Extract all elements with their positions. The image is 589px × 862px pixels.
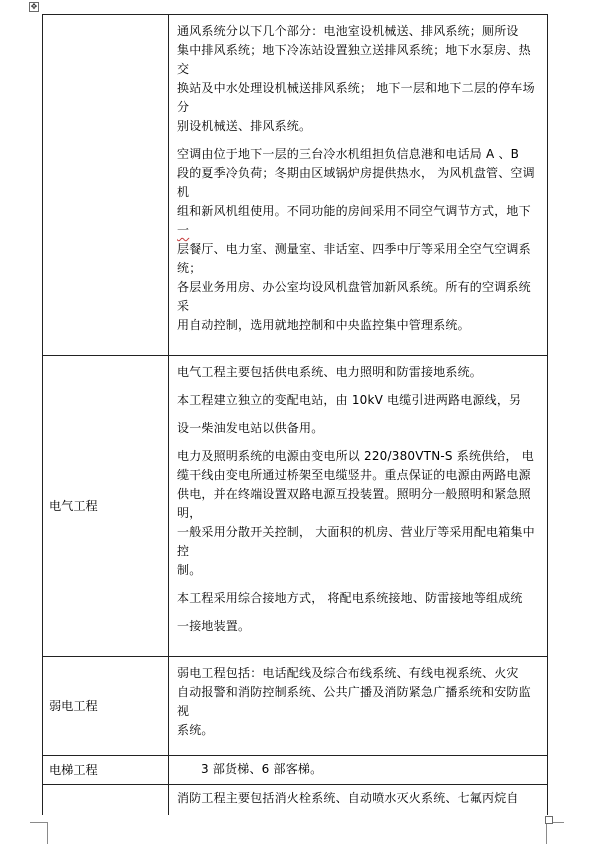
text-line: 视	[177, 704, 190, 718]
row-label-elevator: 电梯工程	[43, 756, 169, 785]
table-cell-content	[169, 15, 548, 356]
text-line: 统；	[177, 261, 202, 275]
text-line: 用自动控制，选用就地控制和中央监控集中管理系统。	[177, 318, 470, 332]
project-table	[42, 14, 548, 815]
table-move-handle-icon[interactable]: ✥	[30, 2, 38, 11]
crop-mark	[546, 822, 547, 844]
crop-mark	[30, 822, 48, 823]
text-line: 别设机械送、排风系统。	[177, 119, 312, 133]
text-line: 电气工程主要包括供电系统、电力照明和防雷接地系统。	[177, 365, 483, 379]
table-cell-content	[169, 756, 548, 785]
text-line: 弱电工程包括：电话配线及综合布线系统、有线电视系统、火灾	[177, 666, 519, 680]
text-line: 制。	[177, 563, 202, 577]
text-line: 供电，并在终端设置双路电源互投装置。照明分一般照明和紧急照	[177, 487, 531, 501]
text-line: 换站及中水处理设机械送排风系统； 地下一层和地下二层的停车场	[177, 81, 535, 95]
crop-mark	[47, 822, 48, 844]
table-cell-content	[169, 356, 548, 657]
table-row	[43, 756, 548, 785]
row-label-empty	[43, 15, 169, 356]
table-resize-handle-icon[interactable]	[545, 816, 553, 824]
text-line: 控	[177, 544, 190, 558]
row-label-empty	[43, 785, 169, 816]
text-line: 空调由位于地下一层的三台冷水机组担负信息港和电话局 A 、B	[177, 147, 520, 161]
text-line: 各层业务用房、办公室均设风机盘管加新风系统。所有的空调系统	[177, 280, 531, 294]
table-row	[43, 356, 548, 657]
text-line: 电力及照明系统的电源由变电所以 220/380VTN-S 系统供给， 电	[177, 449, 534, 463]
text-line: 组和新风机组使用。不同功能的房间采用不同空气调节方式，地下	[177, 204, 531, 218]
table-cell-content	[169, 785, 548, 816]
text-line: 采	[177, 299, 190, 313]
table-row	[43, 15, 548, 356]
text-line: 消防工程主要包括消火栓系统、自动喷水灭火系统、七氟丙烷自	[177, 791, 519, 805]
text-line: 交	[177, 62, 190, 76]
row-label-low-voltage: 弱电工程	[43, 657, 169, 756]
table-cell-content	[169, 657, 548, 756]
text-line: 一	[177, 223, 190, 237]
row-label-electrical: 电气工程	[43, 356, 169, 657]
text-line: 本工程建立独立的变配电站，由 10kV 电缆引进两路电源线，另	[177, 393, 522, 407]
text-line: 明，	[177, 506, 202, 520]
text-line: 一接地装置。	[177, 619, 251, 633]
text-line: 通风系统分以下几个部分：电池室设机械送、排风系统；厕所设	[177, 24, 519, 38]
text-line: 系统。	[177, 723, 214, 737]
table-row	[43, 785, 548, 816]
text-line: 机	[177, 185, 190, 199]
text-line: 分	[177, 100, 190, 114]
text-line: 本工程采用综合接地方式， 将配电系统接地、防雷接地等组成统	[177, 591, 523, 605]
table-row	[43, 657, 548, 756]
text-line: 3 部货梯、6 部客梯。	[201, 762, 323, 776]
text-line: 缆干线由变电所通过桥架至电缆竖井。重点保证的电源由两路电源	[177, 468, 531, 482]
text-line: 集中排风系统；地下冷冻站设置独立送排风系统；地下水泵房、热	[177, 43, 531, 57]
text-line: 层餐厅、电力室、测量室、非话室、四季中厅等采用全空气空调系	[177, 242, 531, 256]
text-line: 一般采用分散开关控制， 大面积的机房、营业厅等采用配电箱集中	[177, 525, 535, 539]
text-line: 自动报警和消防控制系统、公共广播及消防紧急广播系统和安防监	[177, 685, 531, 699]
text-line: 段的夏季冷负荷；冬期由区域锅炉房提供热水， 为风机盘管、空调	[177, 166, 535, 180]
text-line: 设一柴油发电站以供备用。	[177, 421, 324, 435]
